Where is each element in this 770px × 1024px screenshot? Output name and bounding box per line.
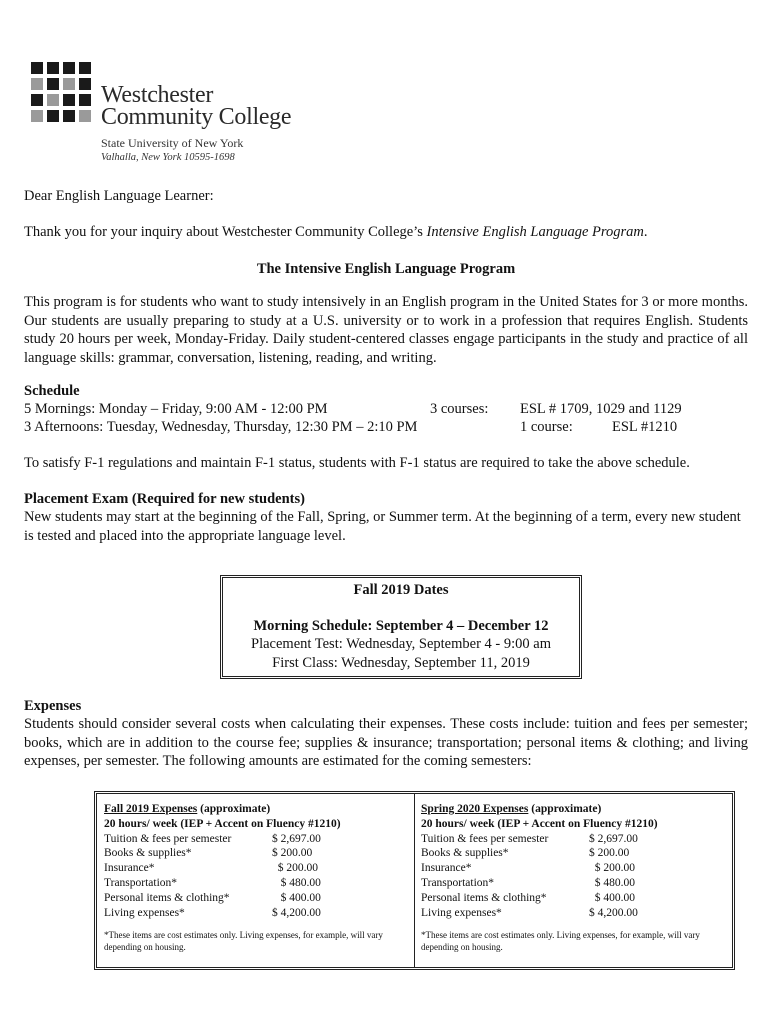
schedule-courses: 3 courses:: [430, 401, 489, 417]
expense-label: Insurance*: [104, 862, 155, 875]
column-title: [104, 802, 404, 817]
intro-paragraph: [24, 223, 748, 242]
college-logo: [31, 62, 291, 172]
expense-label: Transportation*: [421, 876, 495, 889]
placement-test-date: Placement Test: Wednesday, September 4 - 9:00 am: [251, 636, 551, 652]
expense-label: Personal items & clothing*: [421, 891, 547, 904]
logo-grid-icon: [31, 62, 93, 132]
expense-label: Books & supplies*: [104, 847, 192, 860]
expense-row: [104, 876, 404, 891]
column-title: [421, 802, 721, 817]
schedule-time: 3 Afternoons: Tuesday, Wednesday, Thursday, 12:30 PM – 2:10 PM: [24, 419, 418, 435]
schedule-codes: ESL # 1709, 1029 and 1129: [520, 401, 682, 417]
column-subtitle: 20 hours/ week (IEP + Accent on Fluency #1210): [104, 817, 341, 830]
column-title-rest: (approximate): [528, 803, 602, 815]
section-title: The Intensive English Language Program: [256, 261, 516, 277]
expense-label: Insurance*: [421, 862, 472, 875]
expenses-heading: Expenses: [24, 698, 82, 714]
program-description: This program is for students who want to study intensively in an English program in the United States for 3 or more months. Our students are usually preparing to study at a U.S. university or to work in a profession that requires English. Students study 20 hours per week, Monday-Friday. Daily student-centered classes engage participants in the study and practice of all language skills: grammar, conversation, listening, reading, and writing.: [24, 294, 748, 366]
column-title-term: Spring 2020 Expenses: [421, 803, 529, 815]
logo-name-line1: Westchester: [101, 82, 214, 108]
column-subtitle: 20 hours/ week (IEP + Accent on Fluency #1210): [421, 817, 658, 830]
expense-label: Books & supplies*: [421, 847, 509, 860]
expense-row: [104, 846, 404, 861]
schedule-heading: Schedule: [24, 383, 80, 399]
logo-address: Valhalla, New York 10595-1698: [101, 152, 235, 163]
expense-value: $ 480.00: [272, 876, 321, 889]
expense-value: $ 2,697.00: [589, 832, 638, 845]
expense-value: $ 400.00: [589, 891, 635, 904]
expenses-text: Students should consider several costs when calculating their expenses. These costs include: tuition and fees per semester; books, which are in addition to the course fee; supplies & insurance; transportation; personal items & clothing; and living expenses, per semester. The following amounts are estimated for the coming semesters:: [24, 716, 748, 769]
expense-label: Personal items & clothing*: [104, 891, 230, 904]
morning-schedule: Morning Schedule: September 4 – December 12: [253, 617, 549, 634]
expense-label: Living expenses*: [104, 906, 185, 919]
fall-dates-box: [220, 575, 582, 679]
expense-row: [104, 906, 404, 921]
placement-text: New students may start at the beginning of the Fall, Spring, or Summer term. At the beginning of a term, every new student is tested and placed into the appropriate language level.: [24, 509, 741, 544]
expense-row: [104, 891, 404, 906]
intro-prefix: Thank you for your inquiry about Westchester Community College’s: [24, 224, 427, 240]
expense-value: $ 200.00: [272, 862, 318, 875]
logo-name-line2: Community College: [101, 104, 292, 130]
expense-row: [421, 876, 721, 891]
first-class-date: First Class: Wednesday, September 11, 2019: [272, 654, 530, 671]
dates-title: Fall 2019 Dates: [353, 582, 449, 598]
expense-row: [421, 861, 721, 876]
expense-value: $ 480.00: [589, 876, 635, 889]
cost-estimate-note: *These items are cost estimates only. Living expenses, for example, will vary depending on housing.: [421, 930, 700, 952]
column-title-term: Fall 2019 Expenses: [104, 803, 198, 815]
expense-label: Tuition & fees per semester: [104, 832, 232, 845]
expense-label: Living expenses*: [421, 906, 502, 919]
logo-subtitle: State University of New York: [101, 136, 244, 150]
expense-value: $ 400.00: [272, 891, 321, 904]
schedule-row-afternoon: [24, 418, 678, 437]
expense-value: $ 200.00: [272, 847, 313, 860]
greeting: Dear English Language Learner:: [24, 188, 214, 204]
expense-value: $ 2,697.00: [272, 832, 321, 845]
expense-value: $ 4,200.00: [589, 906, 638, 919]
expense-value: $ 200.00: [589, 847, 630, 860]
expense-row: [421, 906, 721, 921]
placement-heading: Placement Exam (Required for new students): [24, 491, 305, 507]
f1-status-note: To satisfy F-1 regulations and maintain F-1 status, students with F-1 status are required to take the above schedule.: [24, 455, 690, 471]
expense-value: $ 4,200.00: [272, 906, 321, 919]
expenses-table: [94, 791, 735, 970]
column-title-rest: (approximate): [197, 803, 271, 815]
fall-expenses-column: [104, 802, 404, 953]
cost-estimate-note: *These items are cost estimates only. Living expenses, for example, will vary depending on housing.: [104, 930, 383, 952]
expense-row: [421, 891, 721, 906]
expense-row: [104, 861, 404, 876]
expense-row: [421, 832, 721, 847]
table-divider: [414, 794, 415, 967]
spring-expenses-column: [421, 802, 721, 953]
schedule-codes: ESL #1210: [612, 419, 678, 435]
schedule-row-morning: [24, 400, 682, 419]
logo-name: [101, 84, 291, 128]
expense-row: [104, 832, 404, 847]
expense-label: Transportation*: [104, 876, 178, 889]
schedule-time: 5 Mornings: Monday – Friday, 9:00 AM - 12:00 PM: [24, 401, 328, 417]
expense-value: $ 200.00: [589, 862, 635, 875]
schedule-courses: 1 course:: [520, 419, 573, 435]
expense-label: Tuition & fees per semester: [421, 832, 549, 845]
intro-program-name: Intensive English Language Program: [426, 224, 644, 240]
intro-suffix: .: [643, 224, 648, 240]
expense-row: [421, 846, 721, 861]
